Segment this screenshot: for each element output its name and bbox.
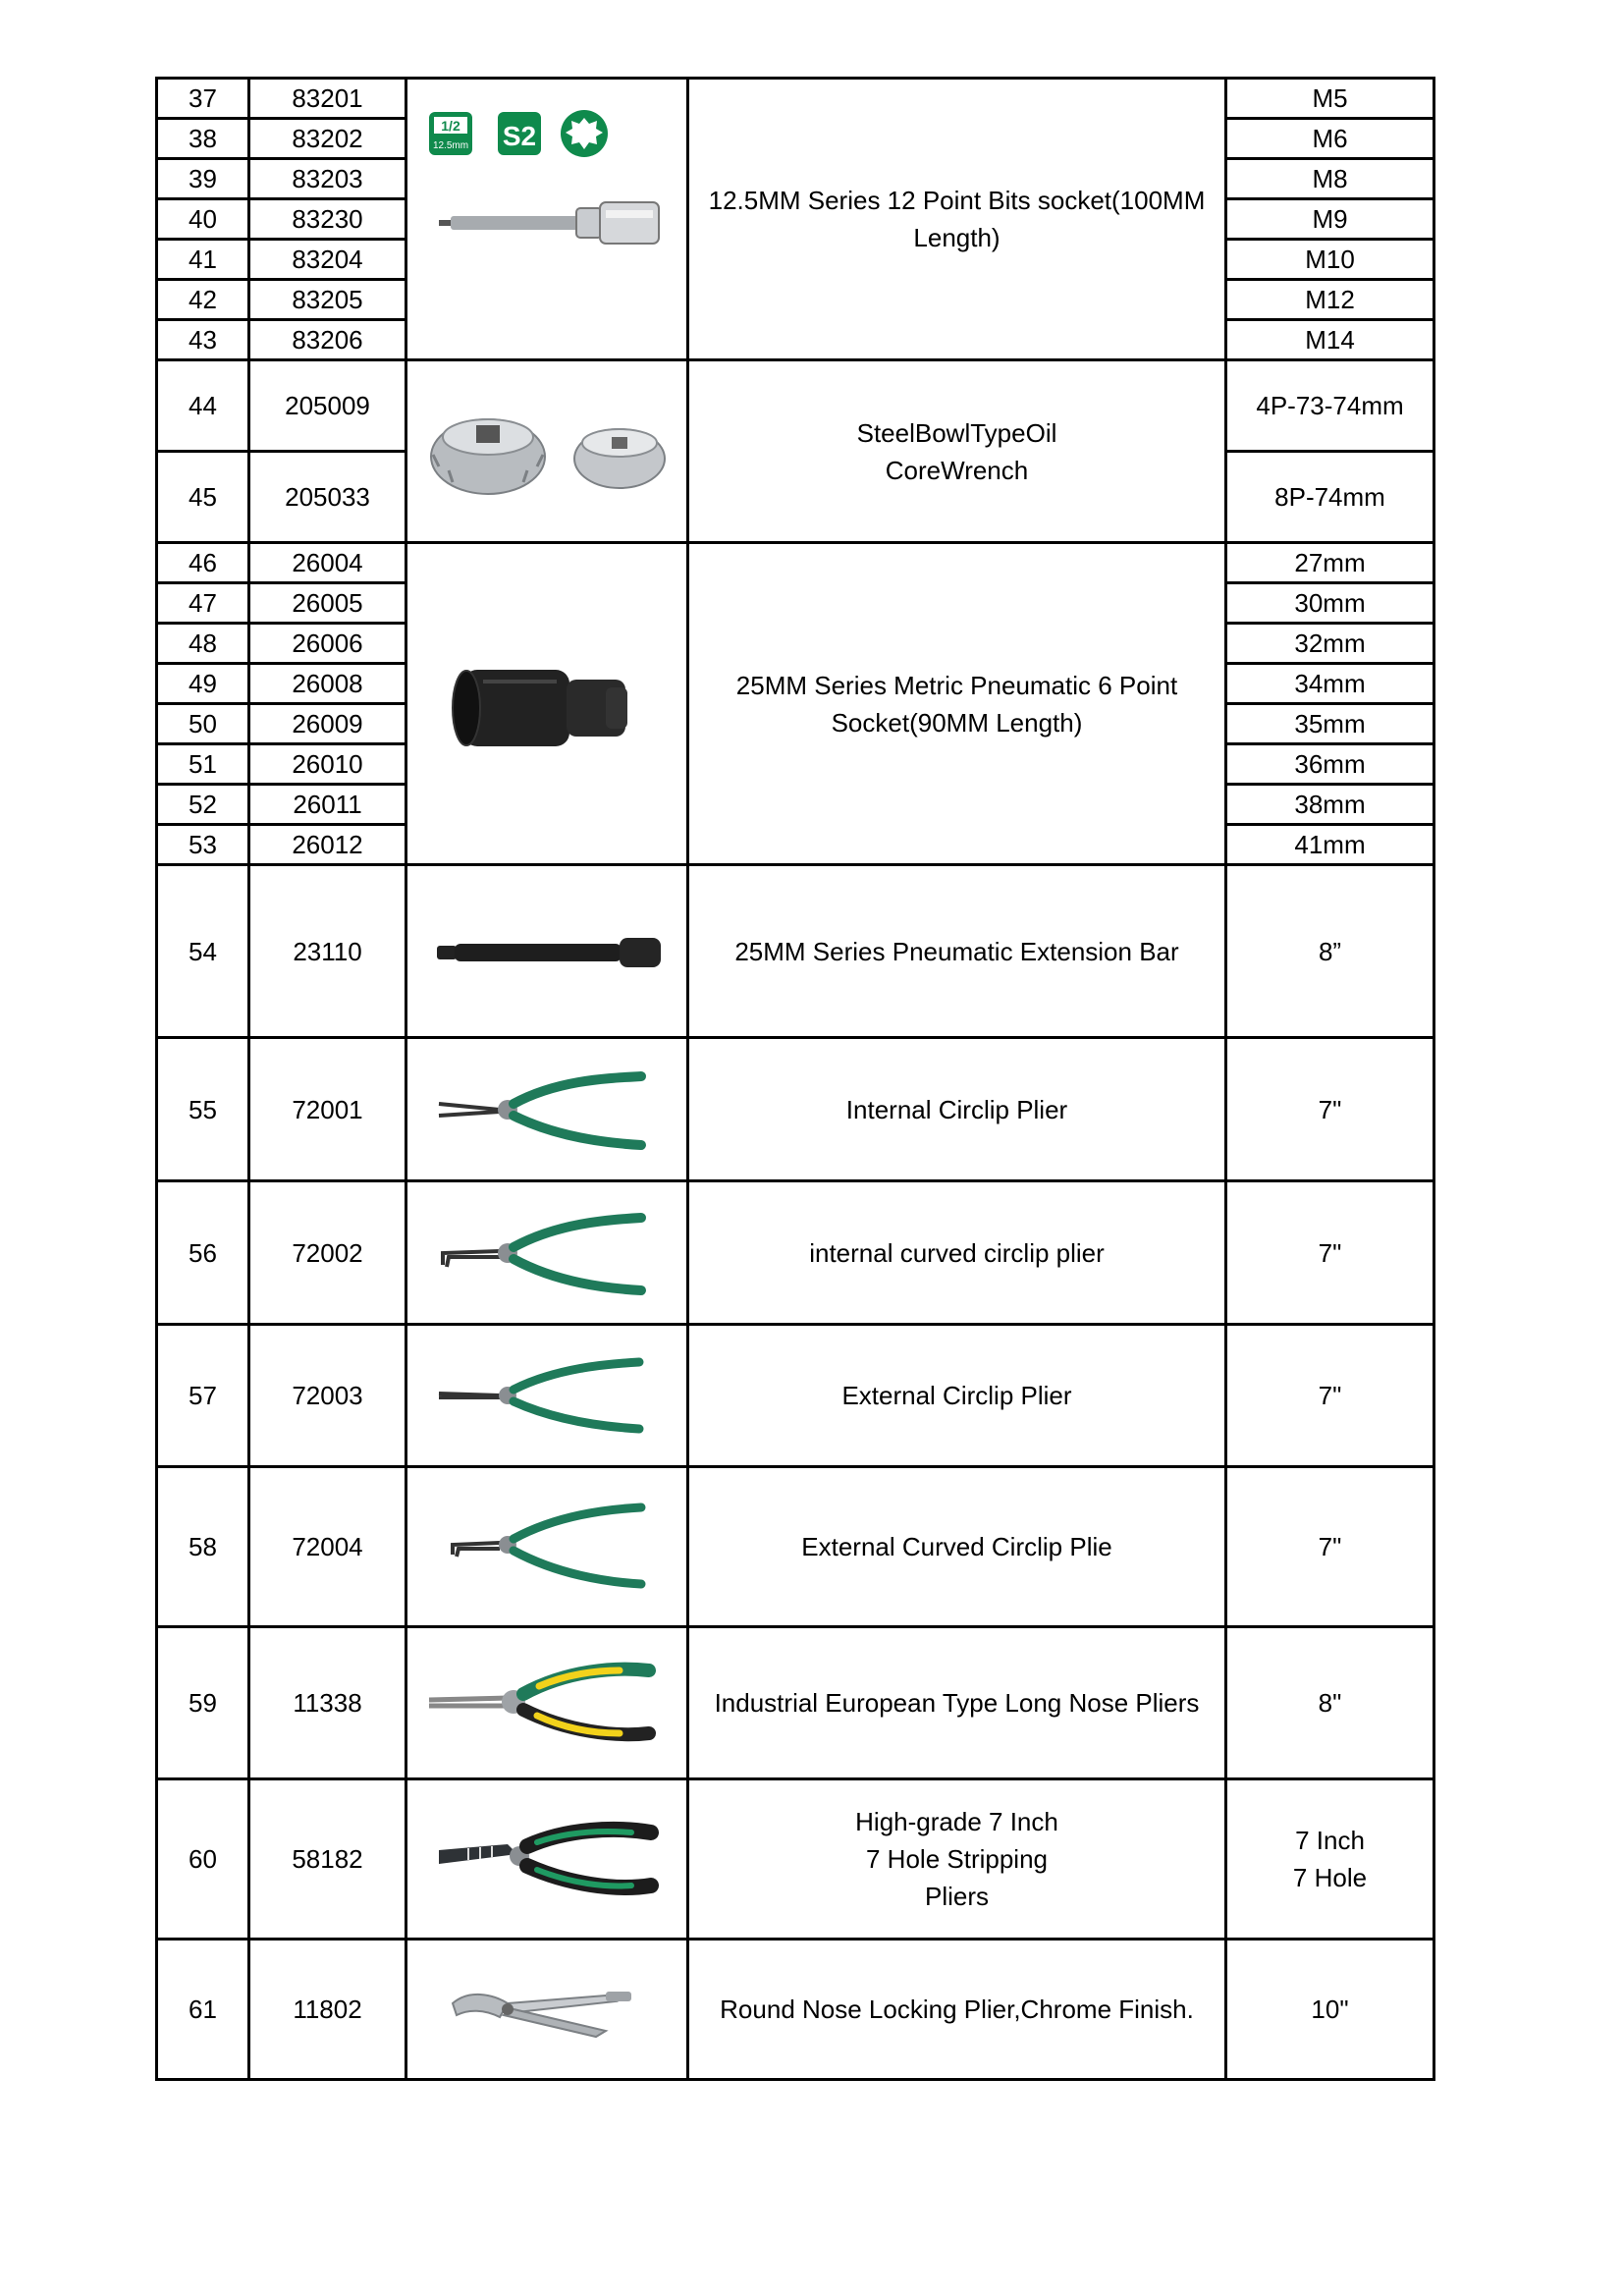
item-size: 35mm: [1226, 704, 1434, 744]
item-description: 25MM Series Pneumatic Extension Bar: [688, 865, 1226, 1038]
item-number: 53: [157, 825, 249, 865]
item-number: 52: [157, 785, 249, 825]
plier-image: [406, 1940, 688, 2080]
bits-socket-image: [406, 79, 688, 360]
item-size: M9: [1226, 199, 1434, 240]
item-description: External Circlip Plier: [688, 1325, 1226, 1467]
oil-wrench-icon: [409, 368, 684, 535]
description-line: CoreWrench: [885, 455, 1029, 485]
item-number: 60: [157, 1779, 249, 1940]
item-size: 4P-73-74mm: [1226, 360, 1434, 452]
bit-socket-tool: [439, 202, 659, 244]
internal-curved-circlip-plier-icon: [409, 1204, 684, 1302]
plier-image: [406, 1779, 688, 1940]
item-code: 26012: [249, 825, 406, 865]
item-code: 26010: [249, 744, 406, 785]
item-number: 37: [157, 79, 249, 119]
item-code: 26004: [249, 543, 406, 583]
item-number: 44: [157, 360, 249, 452]
long-nose-plier-icon: [409, 1649, 684, 1757]
description-line: Pliers: [924, 1882, 989, 1911]
drive-size-badge: [429, 112, 472, 155]
oil-wrench-image: [406, 360, 688, 543]
item-code: 72004: [249, 1467, 406, 1627]
item-code: 11338: [249, 1627, 406, 1779]
item-code: 83201: [249, 79, 406, 119]
plier-image: [406, 1038, 688, 1181]
item-number: 42: [157, 280, 249, 320]
item-number: 43: [157, 320, 249, 360]
item-number: 59: [157, 1627, 249, 1779]
item-size: 41mm: [1226, 825, 1434, 865]
item-size: 8”: [1226, 865, 1434, 1038]
item-code: 72002: [249, 1181, 406, 1325]
item-size: M6: [1226, 119, 1434, 159]
table-row: [157, 1325, 1434, 1467]
item-number: 47: [157, 583, 249, 624]
item-code: 26009: [249, 704, 406, 744]
item-code: 58182: [249, 1779, 406, 1940]
item-size: [1226, 1779, 1434, 1940]
item-size: 7": [1226, 1181, 1434, 1325]
item-code: 83230: [249, 199, 406, 240]
item-code: 26006: [249, 624, 406, 664]
external-circlip-plier-icon: [409, 1346, 684, 1445]
item-size: 8P-74mm: [1226, 452, 1434, 543]
item-size: 36mm: [1226, 744, 1434, 785]
extension-bar-image: [406, 865, 688, 1038]
item-code: 23110: [249, 865, 406, 1038]
item-number: 40: [157, 199, 249, 240]
item-number: 61: [157, 1940, 249, 2080]
item-description: Internal Circlip Plier: [688, 1038, 1226, 1181]
item-size: M5: [1226, 79, 1434, 119]
item-description: External Curved Circlip Plie: [688, 1467, 1226, 1627]
item-size: 10": [1226, 1940, 1434, 2080]
item-number: 55: [157, 1038, 249, 1181]
description-line: High-grade 7 Inch: [855, 1807, 1058, 1836]
item-code: 205009: [249, 360, 406, 452]
table-row: [157, 1940, 1434, 2080]
item-code: 83204: [249, 240, 406, 280]
item-number: 45: [157, 452, 249, 543]
pneumatic-socket-icon: [409, 552, 684, 856]
item-size: 8": [1226, 1627, 1434, 1779]
item-size: 30mm: [1226, 583, 1434, 624]
internal-circlip-plier-icon: [409, 1061, 684, 1159]
badge-drive-bottom: 12.5mm: [432, 140, 469, 151]
item-number: 50: [157, 704, 249, 744]
item-size: 32mm: [1226, 624, 1434, 664]
item-code: 11802: [249, 1940, 406, 2080]
item-size: 7": [1226, 1038, 1434, 1181]
item-size: M12: [1226, 280, 1434, 320]
bits-socket-description: 12.5MM Series 12 Point Bits socket(100MM Length): [688, 79, 1226, 360]
item-description: Industrial European Type Long Nose Pliers: [688, 1627, 1226, 1779]
table-row: [157, 1467, 1434, 1627]
table-row: [157, 865, 1434, 1038]
item-number: 46: [157, 543, 249, 583]
size-line: 7 Hole: [1292, 1863, 1368, 1892]
wire-stripping-plier-icon: [409, 1805, 684, 1913]
extension-bar-icon: [409, 922, 684, 981]
item-number: 38: [157, 119, 249, 159]
table-row: [157, 1627, 1434, 1779]
item-number: 58: [157, 1467, 249, 1627]
item-code: 26005: [249, 583, 406, 624]
item-code: 72001: [249, 1038, 406, 1181]
item-size: 7": [1226, 1467, 1434, 1627]
impact-socket-tool: [453, 670, 627, 746]
item-code: 83203: [249, 159, 406, 199]
item-code: 83206: [249, 320, 406, 360]
item-number: 48: [157, 624, 249, 664]
badge-material: S2: [502, 121, 537, 151]
item-code: 83205: [249, 280, 406, 320]
plier-image: [406, 1627, 688, 1779]
locking-plier-icon: [409, 1960, 684, 2058]
item-number: 49: [157, 664, 249, 704]
item-description: Round Nose Locking Plier,Chrome Finish.: [688, 1940, 1226, 2080]
item-size: M8: [1226, 159, 1434, 199]
item-description: internal curved circlip plier: [688, 1181, 1226, 1325]
item-size: 38mm: [1226, 785, 1434, 825]
item-size: 34mm: [1226, 664, 1434, 704]
table-row: [157, 360, 1434, 452]
badge-drive-top: 1/2: [441, 118, 460, 134]
oil-wrench-large: [431, 419, 545, 494]
table-row: [157, 1181, 1434, 1325]
item-code: 26011: [249, 785, 406, 825]
parts-table: [155, 77, 1435, 2081]
item-number: 56: [157, 1181, 249, 1325]
item-number: 51: [157, 744, 249, 785]
item-code: 26008: [249, 664, 406, 704]
table-row: [157, 79, 1434, 119]
pneumatic-socket-description: 25MM Series Metric Pneumatic 6 Point Socket(90MM Length): [688, 543, 1226, 865]
material-badge: [498, 112, 541, 155]
oil-wrench-description: [688, 360, 1226, 543]
plier-image: [406, 1181, 688, 1325]
pneumatic-socket-image: [406, 543, 688, 865]
description-line: 7 Hole Stripping: [866, 1844, 1048, 1874]
item-size: M14: [1226, 320, 1434, 360]
item-size: 27mm: [1226, 543, 1434, 583]
item-number: 41: [157, 240, 249, 280]
oil-wrench-small: [574, 429, 665, 488]
item-description: [688, 1779, 1226, 1940]
item-number: 39: [157, 159, 249, 199]
table-row: [157, 543, 1434, 583]
twelve-point-icon: [561, 110, 608, 157]
size-line: 7 Inch: [1295, 1826, 1365, 1855]
table-row: [157, 1038, 1434, 1181]
item-code: 205033: [249, 452, 406, 543]
external-curved-circlip-plier-icon: [409, 1488, 684, 1606]
plier-image: [406, 1325, 688, 1467]
item-size: 7": [1226, 1325, 1434, 1467]
table-row: [157, 1779, 1434, 1940]
item-number: 57: [157, 1325, 249, 1467]
item-code: 83202: [249, 119, 406, 159]
item-size: M10: [1226, 240, 1434, 280]
plier-image: [406, 1467, 688, 1627]
bits-socket-icon: [409, 86, 684, 352]
item-code: 72003: [249, 1325, 406, 1467]
description-line: SteelBowlTypeOil: [856, 417, 1057, 448]
item-number: 54: [157, 865, 249, 1038]
